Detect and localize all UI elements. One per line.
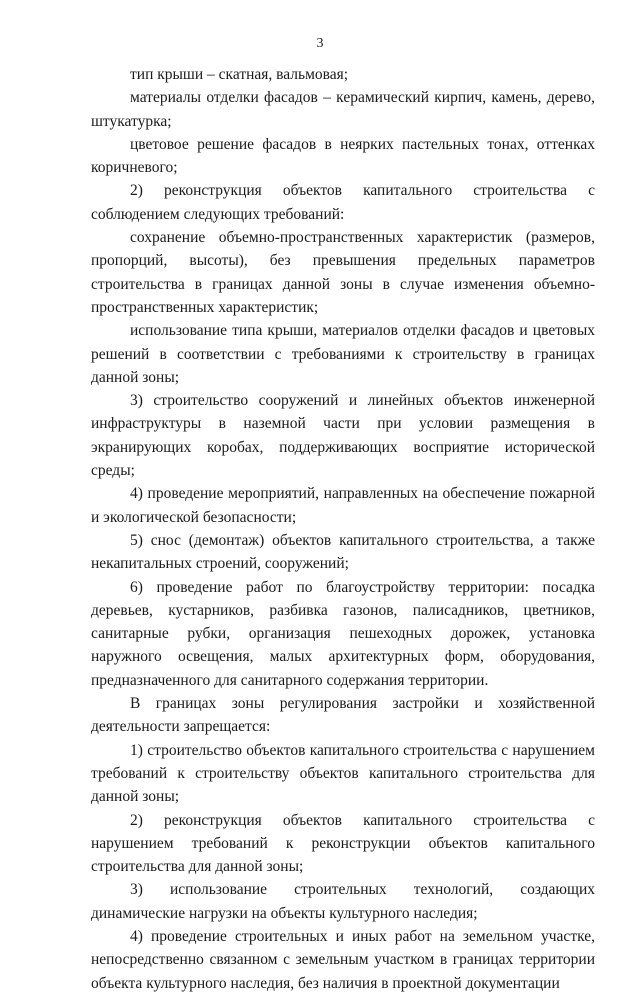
paragraph-volume-preservation: сохранение объемно-пространственных характеристик (размеров, пропорций, высоты), без превышения предельных параметров строительства в границах данной зоны в случае изменения объемно-пространственных характеристик; bbox=[91, 229, 595, 316]
document-body bbox=[91, 63, 595, 995]
paragraph-item-4-safety: 4) проведение мероприятий, направленных на обеспечение пожарной и экологической безопасности; bbox=[91, 485, 595, 526]
paragraph-prohibition-2: 2) реконструкция объектов капитального строительства с нарушением требований к реконструкции объектов капитального строительства для данной зоны; bbox=[91, 811, 595, 876]
paragraph-facade-colors: цветовое решение фасадов в неярких пастельных тонах, оттенках коричневого; bbox=[91, 135, 595, 177]
paragraph-prohibition-4: 4) проведение строительных и иных работ на земельном участке, непосредственно связанном с земельным участком в границах территории объекта культурного наследия, без наличия в проектной документации bbox=[91, 927, 595, 992]
paragraph-item-2-reconstruction: 2) реконструкция объектов капитального строительства с соблюдением следующих требований: bbox=[91, 182, 595, 223]
paragraph-prohibition-3: 3) использование строительных технологий, создающих динамические нагрузки на объекты культурного наследия; bbox=[91, 881, 595, 922]
paragraph-prohibitions-intro: В границах зоны регулирования застройки и хозяйственной деятельности запрещается: bbox=[91, 695, 595, 736]
paragraph-item-5-demolition: 5) снос (демонтаж) объектов капитального строительства, а также некапитальных строений, сооружений; bbox=[91, 531, 595, 573]
paragraph-item-6-landscaping: 6) проведение работ по благоустройству территории: посадка деревьев, кустарников, разбивка газонов, палисадников, цветников, санитарные рубки, организация пешеходных дорожек, установка наружного освещения, малых архитектурных форм, оборудования, предназначенного для санитарного содержания территории. bbox=[91, 578, 595, 689]
page-number: 3 bbox=[316, 36, 324, 51]
paragraph-prohibition-1: 1) строительство объектов капитального строительства с нарушением требований к строительству объектов капитального строительства для данной зоны; bbox=[91, 741, 595, 806]
paragraph-roof-type: тип крыши – скатная, вальмовая; bbox=[130, 66, 349, 83]
paragraph-roof-materials-usage: использование типа крыши, материалов отделки фасадов и цветовых решений в соответствии с требованиями к строительству в границах данной зоны; bbox=[91, 322, 595, 386]
paragraph-facade-materials: материалы отделки фасадов – керамический кирпич, камень, дерево, штукатурка; bbox=[91, 89, 595, 130]
paragraph-item-3-infrastructure: 3) строительство сооружений и линейных объектов инженерной инфраструктуры в наземной части при условии размещения в экранирующих коробах, поддерживающих восприятие исторической среды; bbox=[91, 392, 595, 480]
